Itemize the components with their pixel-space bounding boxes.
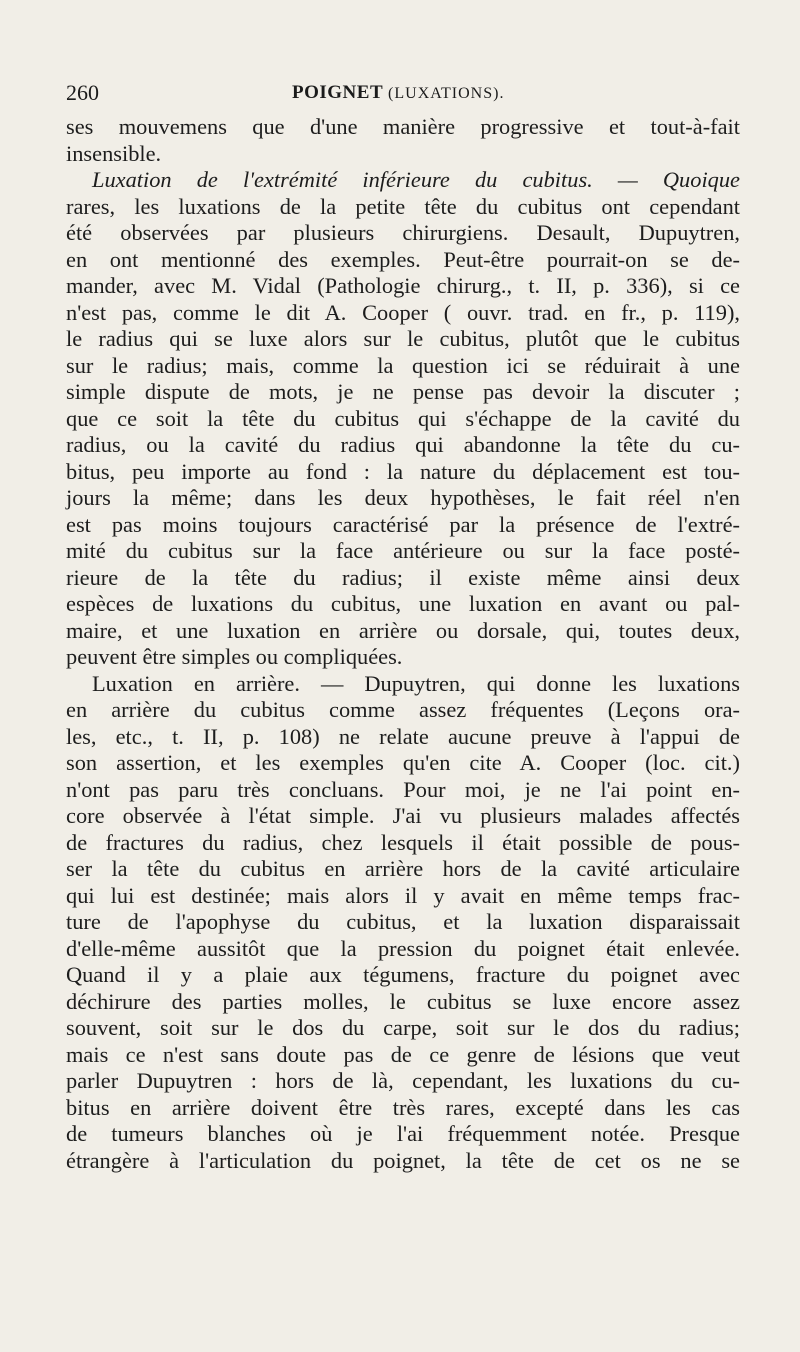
page-number: 260 <box>66 80 99 105</box>
text-line: mité du cubitus sur la face antérieure ou sur la face posté- <box>66 538 740 563</box>
text-line: n'ont pas paru très concluans. Pour moi, je ne l'ai point en- <box>66 776 740 802</box>
text-line: souvent, soit sur le dos du carpe, soit sur le dos du radius; <box>66 1015 740 1040</box>
text-line: le radius qui se luxe alors sur le cubitus, plutôt que le cubitus <box>66 326 740 351</box>
text-line: parler Dupuytren : hors de là, cependant, les luxations du cu- <box>66 1068 740 1093</box>
text-line: Quand il y a plaie aux tégumens, fracture du poignet avec <box>66 962 740 987</box>
text-line: peuvent être simples ou compliquées. <box>66 644 403 669</box>
text-line: est pas moins toujours caractérisé par la présence de l'extré- <box>66 511 740 537</box>
text-line: sur le radius; mais, comme la question ici se réduirait à une <box>66 352 740 378</box>
text-line: les, etc., t. II, p. 108) ne relate aucune preuve à l'appui de <box>66 723 740 749</box>
text-line: qui lui est destinée; mais alors il y avait en même temps frac- <box>66 882 740 908</box>
running-title: POIGNET <box>292 82 383 103</box>
text-line: maire, et une luxation en arrière ou dorsale, qui, toutes deux, <box>66 617 740 643</box>
text-line: bitus en arrière doivent être très rares, excepté dans les cas <box>66 1094 740 1120</box>
section-heading-line: Luxation de l'extrémité inférieure du cubitus. — Quoique <box>92 167 740 192</box>
text-line: insensible. <box>66 140 162 166</box>
text-line: ser la tête du cubitus en arrière hors de la cavité articulaire <box>66 856 740 881</box>
text-line: jours la même; dans les deux hypothèses, le fait réel n'en <box>66 485 740 510</box>
text-line: simple dispute de mots, je ne pense pas devoir la discuter ; <box>66 379 740 404</box>
text-line: rieure de la tête du radius; il existe même ainsi deux <box>66 564 740 590</box>
text-line: rares, les luxations de la petite tête du cubitus ont cependant <box>66 193 740 219</box>
text-line: en ont mentionné des exemples. Peut-être pourrait-on se de- <box>66 246 740 272</box>
running-head <box>292 82 504 104</box>
text-line: ture de l'apophyse du cubitus, et la luxation disparaissait <box>66 909 740 934</box>
text-line: que ce soit la tête du cubitus qui s'échappe de la cavité du <box>66 405 740 431</box>
section-heading-line: Luxation en arrière. — Dupuytren, qui donne les luxations <box>92 670 740 696</box>
text-line: son assertion, et les exemples qu'en cite A. Cooper (loc. cit.) <box>66 750 740 775</box>
text-line: déchirure des parties molles, le cubitus se luxe encore assez <box>66 988 740 1014</box>
text-line: d'elle-même aussitôt que la pression du poignet était enlevée. <box>66 935 740 961</box>
text-line: espèces de luxations du cubitus, une luxation en avant ou pal- <box>66 591 740 616</box>
text-line: de tumeurs blanches où je l'ai fréquemment notée. Presque <box>66 1121 740 1146</box>
text-line: radius, ou la cavité du radius qui abandonne la tête du cu- <box>66 432 740 457</box>
page-header <box>66 80 734 110</box>
text-line: de fractures du radius, chez lesquels il était possible de pous- <box>66 829 740 855</box>
text-line: n'est pas, comme le dit A. Cooper ( ouvr. trad. en fr., p. 119), <box>66 299 740 325</box>
text-line: ses mouvemens que d'une manière progressive et tout-à-fait <box>66 114 740 139</box>
text-line: bitus, peu importe au fond : la nature du déplacement est tou- <box>66 458 740 484</box>
text-line: mander, avec M. Vidal (Pathologie chirurg., t. II, p. 336), si ce <box>66 273 740 298</box>
running-subtitle: (LUXATIONS). <box>388 85 505 102</box>
text-line: en arrière du cubitus comme assez fréquentes (Leçons ora- <box>66 697 740 722</box>
text-line: mais ce n'est sans doute pas de ce genre de lésions que veut <box>66 1041 740 1067</box>
text-line: étrangère à l'articulation du poignet, la tête de cet os ne se <box>66 1147 740 1173</box>
body-text <box>66 114 740 1174</box>
text-line: été observées par plusieurs chirurgiens. Desault, Dupuytren, <box>66 220 740 245</box>
text-line: core observée à l'état simple. J'ai vu plusieurs malades affectés <box>66 803 740 828</box>
